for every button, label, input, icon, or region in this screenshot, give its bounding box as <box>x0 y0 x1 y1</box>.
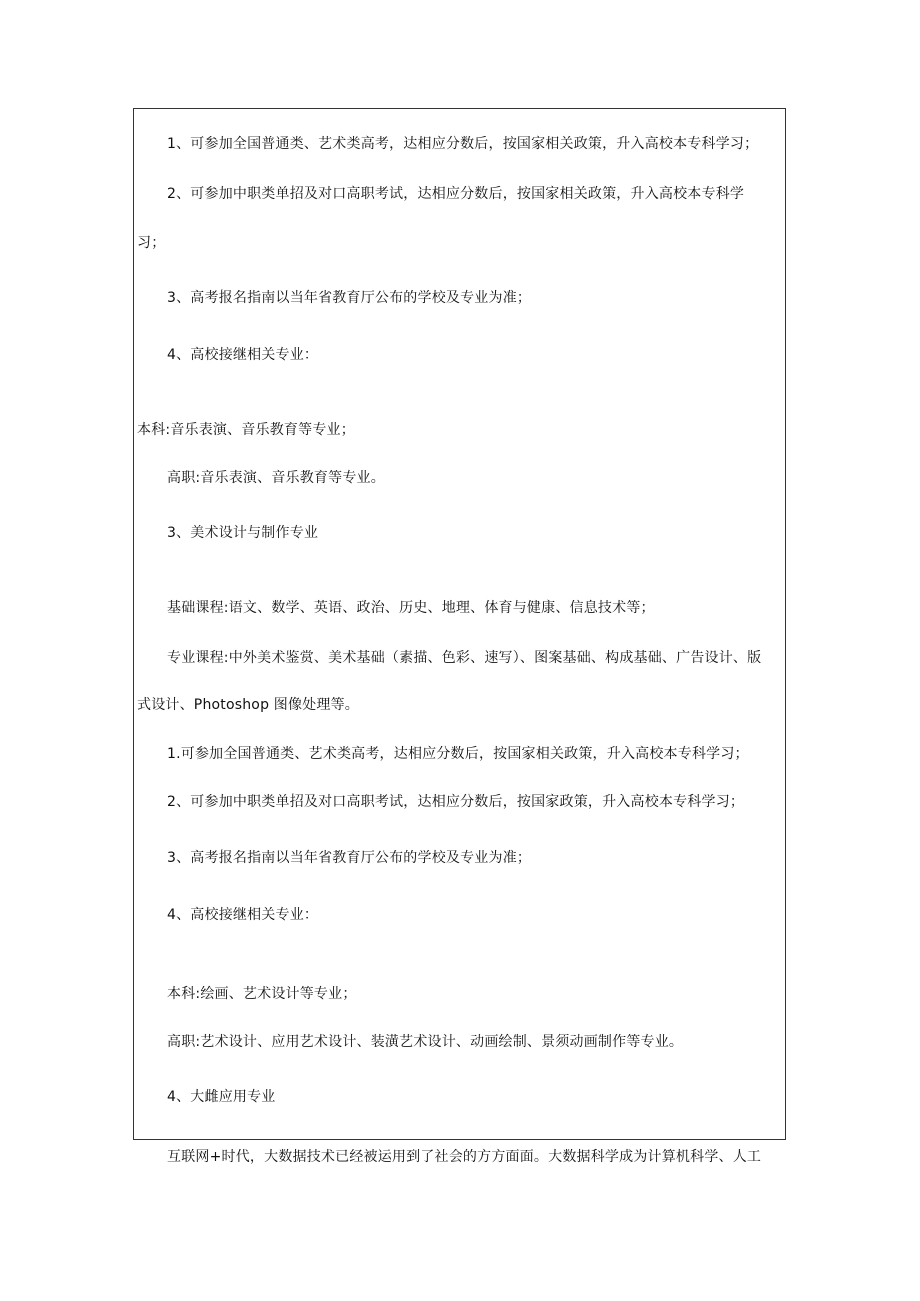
paragraph-after-box: 互联网+时代，大数据技术已经被运用到了社会的方方面面。大数据科学成为计算机科学、人工 <box>167 1149 762 1165</box>
list-item: 2、可参加中职类单招及对口高职考试，达相应分数后，按国家政策，升入高校本专科学习； <box>167 794 745 810</box>
paragraph: 基础课程:语文、数学、英语、政治、历史、地理、体育与健康、信息技术等； <box>167 600 655 616</box>
section-heading: 3、美术设计与制作专业 <box>167 525 319 541</box>
list-item: 4、高校接继相关专业： <box>167 347 319 363</box>
list-item: 2、可参加中职类单招及对口高职考试，达相应分数后，按国家相关政策，升入高校本专科学 <box>167 186 745 202</box>
list-item-continuation: 习； <box>137 235 166 251</box>
list-item: 1、可参加全国普通类、艺术类高考，达相应分数后，按国家相关政策，升入高校本专科学习； <box>167 136 759 152</box>
list-item: 3、高考报名指南以当年省教育厅公布的学校及专业为准； <box>167 850 532 866</box>
list-item: 3、高考报名指南以当年省教育厅公布的学校及专业为准； <box>167 290 532 306</box>
paragraph: 高职:音乐表演、音乐教育等专业。 <box>167 470 385 486</box>
list-item: 4、高校接继相关专业： <box>167 907 319 923</box>
paragraph: 高职:艺术设计、应用艺术设计、装潢艺术设计、动画绘制、景须动画制作等专业。 <box>167 1034 684 1050</box>
paragraph: 专业课程:中外美术鉴赏、美术基础（素描、色彩、速写）、图案基础、构成基础、广告设计、版 <box>167 650 762 666</box>
list-item: 1.可参加全国普通类、艺术类高考，达相应分数后，按国家相关政策，升入高校本专科学习； <box>167 746 749 762</box>
section-heading: 4、大雌应用专业 <box>167 1089 276 1105</box>
paragraph: 本科:绘画、艺术设计等专业； <box>167 986 357 1002</box>
paragraph-continuation: 式设计、Photoshop 图像处理等。 <box>137 697 360 713</box>
paragraph: 本科:音乐表演、音乐教育等专业； <box>137 422 355 438</box>
